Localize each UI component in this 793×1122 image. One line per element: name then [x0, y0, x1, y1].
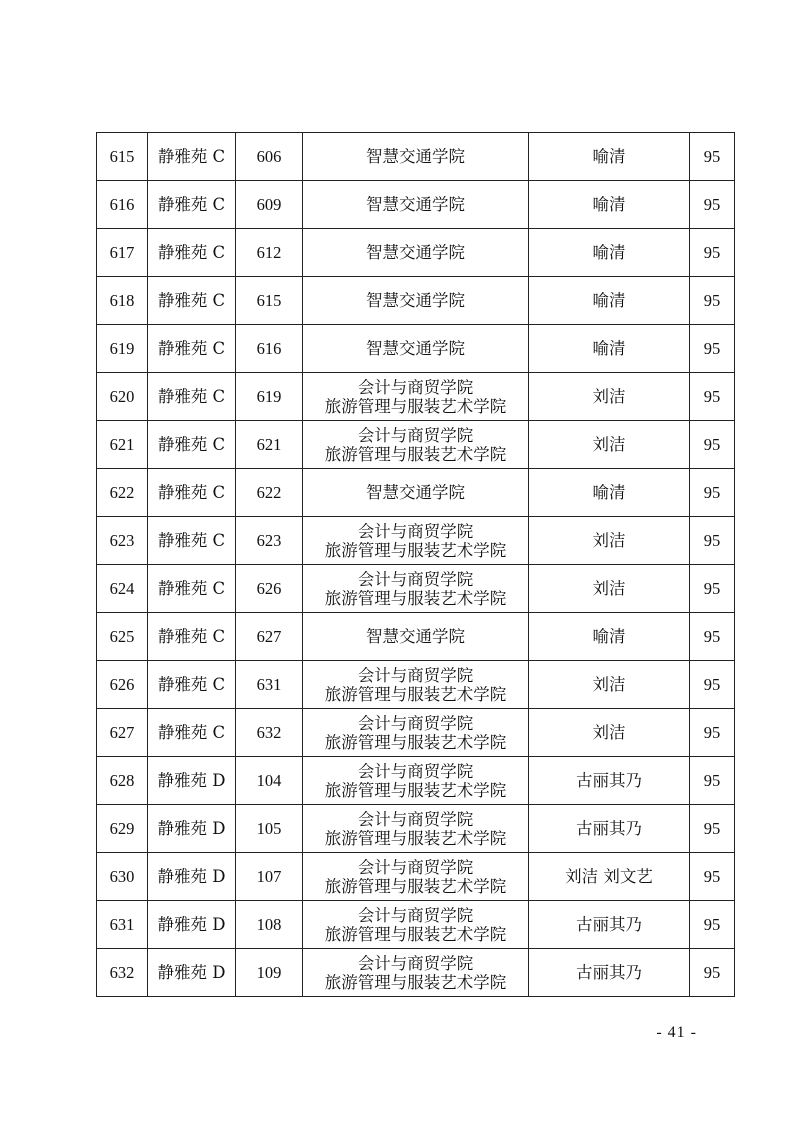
room-cell: 623 — [236, 517, 303, 565]
college-cell — [303, 373, 529, 421]
college-line: 智慧交通学院 — [366, 627, 465, 646]
score-cell: 95 — [690, 565, 735, 613]
row-number-cell: 616 — [97, 181, 148, 229]
table-body — [97, 133, 735, 997]
table-row — [97, 373, 735, 421]
room-cell: 612 — [236, 229, 303, 277]
college-line: 旅游管理与服装艺术学院 — [324, 972, 507, 992]
building-cell: 静雅苑 D — [148, 901, 236, 949]
building-cell: 静雅苑 C — [148, 565, 236, 613]
college-line: 会计与商贸学院 — [357, 377, 474, 397]
score-cell: 95 — [690, 469, 735, 517]
row-number-cell: 628 — [97, 757, 148, 805]
college-line: 智慧交通学院 — [366, 195, 465, 214]
row-number-cell: 620 — [97, 373, 148, 421]
score-cell: 95 — [690, 421, 735, 469]
building-cell: 静雅苑 C — [148, 469, 236, 517]
table-row — [97, 133, 735, 181]
building-cell: 静雅苑 C — [148, 229, 236, 277]
building-cell: 静雅苑 D — [148, 757, 236, 805]
table-row — [97, 853, 735, 901]
score-cell: 95 — [690, 229, 735, 277]
counselor-cell: 喻清 — [529, 181, 690, 229]
building-cell: 静雅苑 C — [148, 181, 236, 229]
row-number-cell: 618 — [97, 277, 148, 325]
score-cell: 95 — [690, 661, 735, 709]
room-cell: 105 — [236, 805, 303, 853]
room-cell: 631 — [236, 661, 303, 709]
table-row — [97, 565, 735, 613]
room-cell: 622 — [236, 469, 303, 517]
college-cell — [303, 421, 529, 469]
college-cell — [303, 757, 529, 805]
row-number-cell: 632 — [97, 949, 148, 997]
college-cell — [303, 661, 529, 709]
row-number-cell: 627 — [97, 709, 148, 757]
college-cell — [303, 181, 529, 229]
counselor-cell: 刘洁 — [529, 421, 690, 469]
row-number-cell: 631 — [97, 901, 148, 949]
room-cell: 606 — [236, 133, 303, 181]
college-cell — [303, 229, 529, 277]
score-cell: 95 — [690, 853, 735, 901]
score-cell: 95 — [690, 613, 735, 661]
counselor-cell: 刘洁 — [529, 709, 690, 757]
row-number-cell: 619 — [97, 325, 148, 373]
counselor-cell: 刘洁 — [529, 373, 690, 421]
college-line: 智慧交通学院 — [366, 243, 465, 262]
counselor-cell: 喻清 — [529, 469, 690, 517]
college-cell — [303, 853, 529, 901]
counselor-cell: 古丽其乃 — [529, 949, 690, 997]
college-line: 智慧交通学院 — [366, 291, 465, 310]
college-cell — [303, 277, 529, 325]
table-row — [97, 901, 735, 949]
counselor-cell: 古丽其乃 — [529, 901, 690, 949]
college-line: 旅游管理与服装艺术学院 — [324, 444, 507, 464]
counselor-cell: 喻清 — [529, 229, 690, 277]
score-cell: 95 — [690, 325, 735, 373]
college-line: 旅游管理与服装艺术学院 — [324, 780, 507, 800]
college-line: 旅游管理与服装艺术学院 — [324, 876, 507, 896]
college-line: 智慧交通学院 — [366, 147, 465, 166]
counselor-cell: 喻清 — [529, 133, 690, 181]
row-number-cell: 622 — [97, 469, 148, 517]
table-row — [97, 469, 735, 517]
college-line: 旅游管理与服装艺术学院 — [324, 732, 507, 752]
room-cell: 108 — [236, 901, 303, 949]
row-number-cell: 625 — [97, 613, 148, 661]
counselor-cell: 刘洁 — [529, 565, 690, 613]
college-line: 智慧交通学院 — [366, 483, 465, 502]
row-number-cell: 623 — [97, 517, 148, 565]
table-row — [97, 949, 735, 997]
college-line: 旅游管理与服装艺术学院 — [324, 924, 507, 944]
college-cell — [303, 949, 529, 997]
room-cell: 615 — [236, 277, 303, 325]
score-cell: 95 — [690, 757, 735, 805]
counselor-cell: 喻清 — [529, 277, 690, 325]
counselor-cell: 刘洁 刘文艺 — [529, 853, 690, 901]
college-cell — [303, 517, 529, 565]
row-number-cell: 624 — [97, 565, 148, 613]
college-line: 旅游管理与服装艺术学院 — [324, 396, 507, 416]
table-row — [97, 613, 735, 661]
building-cell: 静雅苑 C — [148, 517, 236, 565]
table-row — [97, 229, 735, 277]
row-number-cell: 626 — [97, 661, 148, 709]
table-row — [97, 181, 735, 229]
college-line: 会计与商贸学院 — [357, 569, 474, 589]
score-cell: 95 — [690, 901, 735, 949]
building-cell: 静雅苑 D — [148, 805, 236, 853]
row-number-cell: 629 — [97, 805, 148, 853]
score-cell: 95 — [690, 133, 735, 181]
table-row — [97, 277, 735, 325]
building-cell: 静雅苑 C — [148, 133, 236, 181]
room-cell: 104 — [236, 757, 303, 805]
score-cell: 95 — [690, 805, 735, 853]
counselor-cell: 刘洁 — [529, 661, 690, 709]
building-cell: 静雅苑 C — [148, 277, 236, 325]
row-number-cell: 615 — [97, 133, 148, 181]
score-cell: 95 — [690, 949, 735, 997]
counselor-cell: 古丽其乃 — [529, 757, 690, 805]
room-cell: 627 — [236, 613, 303, 661]
building-cell: 静雅苑 C — [148, 325, 236, 373]
room-cell: 619 — [236, 373, 303, 421]
college-line: 会计与商贸学院 — [357, 905, 474, 925]
table-row — [97, 661, 735, 709]
college-line: 旅游管理与服装艺术学院 — [324, 588, 507, 608]
room-cell: 632 — [236, 709, 303, 757]
college-cell — [303, 805, 529, 853]
room-cell: 107 — [236, 853, 303, 901]
college-cell — [303, 901, 529, 949]
row-number-cell: 630 — [97, 853, 148, 901]
building-cell: 静雅苑 C — [148, 421, 236, 469]
college-cell — [303, 613, 529, 661]
room-cell: 609 — [236, 181, 303, 229]
building-cell: 静雅苑 C — [148, 373, 236, 421]
table-row — [97, 325, 735, 373]
score-cell: 95 — [690, 181, 735, 229]
table-row — [97, 805, 735, 853]
score-cell: 95 — [690, 373, 735, 421]
page-number: - 41 - — [656, 1024, 697, 1041]
college-cell — [303, 565, 529, 613]
room-cell: 626 — [236, 565, 303, 613]
building-cell: 静雅苑 D — [148, 853, 236, 901]
room-cell: 109 — [236, 949, 303, 997]
table-row — [97, 709, 735, 757]
counselor-cell: 喻清 — [529, 613, 690, 661]
college-line: 会计与商贸学院 — [357, 953, 474, 973]
college-cell — [303, 133, 529, 181]
row-number-cell: 621 — [97, 421, 148, 469]
score-cell: 95 — [690, 709, 735, 757]
room-cell: 616 — [236, 325, 303, 373]
score-cell: 95 — [690, 277, 735, 325]
building-cell: 静雅苑 C — [148, 661, 236, 709]
row-number-cell: 617 — [97, 229, 148, 277]
college-line: 会计与商贸学院 — [357, 665, 474, 685]
college-line: 旅游管理与服装艺术学院 — [324, 684, 507, 704]
college-line: 会计与商贸学院 — [357, 761, 474, 781]
college-line: 旅游管理与服装艺术学院 — [324, 540, 507, 560]
college-line: 会计与商贸学院 — [357, 713, 474, 733]
building-cell: 静雅苑 C — [148, 613, 236, 661]
score-cell: 95 — [690, 517, 735, 565]
counselor-cell: 古丽其乃 — [529, 805, 690, 853]
table-row — [97, 517, 735, 565]
counselor-cell: 刘洁 — [529, 517, 690, 565]
building-cell: 静雅苑 C — [148, 709, 236, 757]
college-cell — [303, 325, 529, 373]
room-cell: 621 — [236, 421, 303, 469]
college-line: 旅游管理与服装艺术学院 — [324, 828, 507, 848]
college-cell — [303, 469, 529, 517]
college-line: 会计与商贸学院 — [357, 809, 474, 829]
college-line: 智慧交通学院 — [366, 339, 465, 358]
college-line: 会计与商贸学院 — [357, 857, 474, 877]
table-row — [97, 757, 735, 805]
counselor-cell: 喻清 — [529, 325, 690, 373]
building-cell: 静雅苑 D — [148, 949, 236, 997]
college-line: 会计与商贸学院 — [357, 425, 474, 445]
table-row — [97, 421, 735, 469]
college-line: 会计与商贸学院 — [357, 521, 474, 541]
college-cell — [303, 709, 529, 757]
dormitory-score-table — [96, 132, 735, 997]
